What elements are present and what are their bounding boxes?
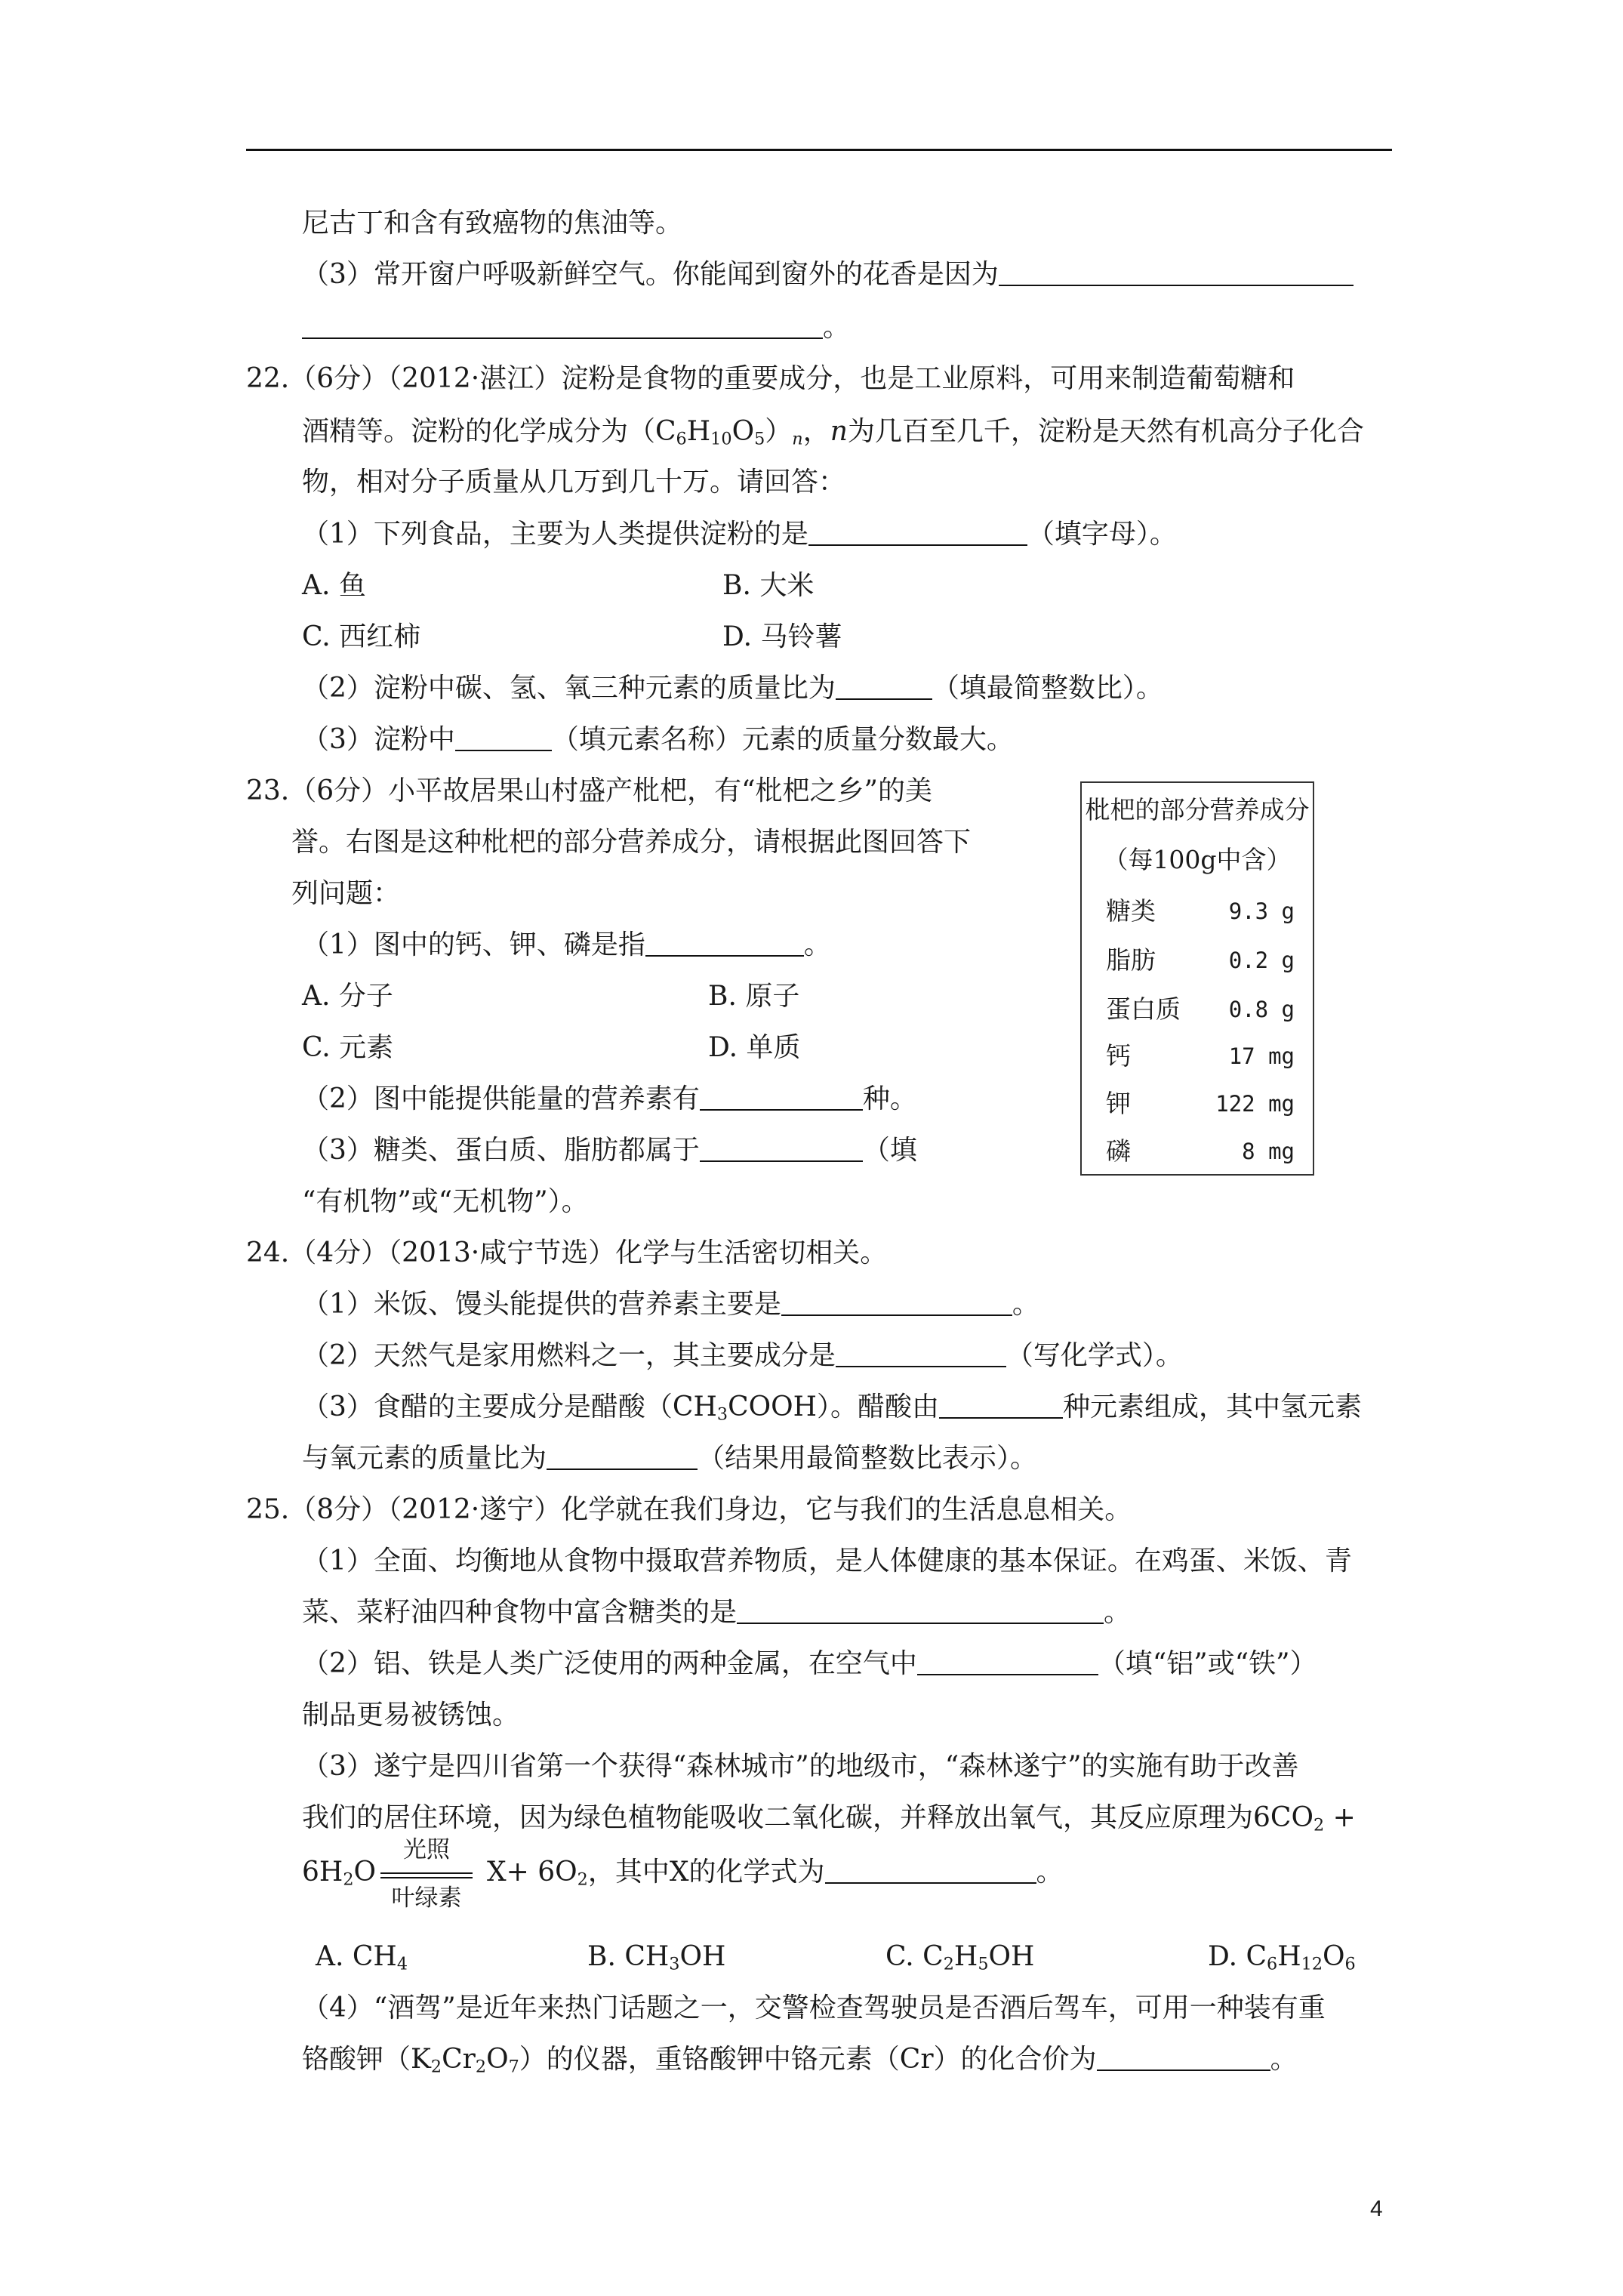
q25-head: 25.（8分）（2012·遂宁）化学就在我们身边，它与我们的生活息息相关。 [246,1494,1132,1525]
q22-optC: C. 西红柿 [302,621,421,652]
condition-chlorophyll: 叶绿素 [391,1885,462,1912]
q25-optA: A. $CH_4$ [316,1941,408,1974]
answer-blank[interactable] [700,1133,863,1162]
answer-blank[interactable] [455,723,552,751]
q23-optD: D. 单质 [708,1032,801,1063]
q22-optD: D. 马铃薯 [722,621,842,652]
q23-part1: （1）图中的钙、钾、磷是指 。 [302,929,831,960]
q23-optC: C. 元素 [302,1032,394,1063]
q25-part2: （2）铝、铁是人类广泛使用的两种金属，在空气中 （填“铝”或“铁”） [302,1648,1317,1679]
q21-part3: （3）常开窗户呼吸新鲜空气。你能闻到窗外的花香是因为 [302,257,1354,293]
q22-line2: 酒精等。淀粉的化学成分为$(C_6H_{10}O_5)_n$，n为几百至几千，淀粉是天然有机高分子化合 [302,416,1364,449]
nutrition-subtitle: （每100g中含） [1103,845,1292,874]
q24-part3-cont: 与氧元素的质量比为 （结果用最简整数比表示）。 [302,1443,1038,1474]
q25-part4-cont: 铬酸钾$(K_2Cr_2O_7)$的仪器，重铬酸钾中铬元素（Cr）的化合价为 。 [302,2044,1298,2077]
answer-blank[interactable] [917,1647,1098,1675]
q23-line3: 列问题： [291,878,401,909]
answer-blank[interactable] [781,1287,1012,1316]
answer-blank[interactable] [645,928,804,957]
q23-part2: （2）图中能提供能量的营养素有 种。 [302,1083,917,1114]
q23-part3-cont: “有机物”或“无机物”）。 [302,1186,589,1217]
equals-line [380,1877,473,1878]
q22-part1: （1）下列食品，主要为人类提供淀粉的是 （填字母）。 [302,519,1177,550]
q25-part4: （4）“酒驾”是近年来热门话题之一，交警检查驾驶员是否酒后驾车，可用一种装有重 [302,1992,1326,2023]
q24-part1: （1）米饭、馒头能提供的营养素主要是 。 [302,1289,1039,1320]
reaction-equation-right: $X+ 6O_2$，其中X的化学式为 。 [487,1857,1064,1890]
q25-part3: （3）遂宁是四川省第一个获得“森林城市”的地级市，“森林遂宁”的实施有助于改善 [302,1751,1299,1782]
q22-part3: （3）淀粉中 （填元素名称）元素的质量分数最大。 [302,724,1014,755]
nutrition-row: 蛋白质 0.8 g [1106,994,1295,1024]
q25-part1: （1）全面、均衡地从食物中摄取营养物质，是人体健康的基本保证。在鸡蛋、米饭、青 [302,1546,1352,1576]
answer-blank[interactable] [737,1595,1104,1624]
answer-blank[interactable] [700,1082,863,1111]
answer-blank[interactable] [999,257,1354,286]
answer-blank[interactable] [939,1390,1063,1419]
answer-blank[interactable] [836,1339,1006,1367]
q23-line2: 誉。右图是这种枇杷的部分营养成分，请根据此图回答下 [291,827,972,858]
q24-part3: （3）食醋的主要成分是醋酸$(CH_3COOH)$。醋酸由 种元素组成，其中氢元素 [302,1391,1363,1425]
equals-line [380,1872,473,1874]
page-number: 4 [1370,2196,1383,2221]
q22-part2: （2）淀粉中碳、氢、氧三种元素的质量比为 （填最简整数比）。 [302,673,1163,704]
q22-optB: B. 大米 [722,570,815,601]
q23-optB: B. 原子 [708,981,800,1012]
q22-optA: A. 鱼 [302,570,366,601]
q25-part1-cont: 菜、菜籽油四种食物中富含糖类的是 。 [302,1597,1132,1628]
q25-optD: D. $C_6H_{12}O_6$ [1208,1941,1356,1974]
nutrition-title: 枇杷的部分营养成分 [1085,795,1310,824]
reaction-condition [377,1835,476,1918]
reaction-equation-left: $6H_2O$ [302,1857,377,1890]
q24-part2: （2）天然气是家用燃料之一，其主要成分是 （写化学式）。 [302,1340,1183,1371]
q22-line3: 物，相对分子质量从几万到几十万。请回答： [302,467,846,498]
q21-line1: 尼古丁和含有致癌物的焦油等。 [302,208,683,239]
answer-blank[interactable] [808,517,1027,546]
q25-part3-cont: 我们的居住环境，因为绿色植物能吸收二氧化碳，并释放出氧气，其反应原理为$6CO_2$ + [302,1802,1356,1835]
nutrition-row: 钙 17 mg [1106,1041,1295,1071]
nutrition-row: 钾 122 mg [1106,1089,1295,1118]
answer-blank[interactable] [1097,2042,1270,2071]
nutrition-table [1080,781,1314,1176]
answer-blank[interactable] [836,671,932,700]
q25-optC: C. $C_2H_5OH$ [885,1941,1035,1974]
q23-part3: （3）糖类、蛋白质、脂肪都属于 （填 [302,1135,917,1166]
q23-head: 23.（6分）小平故居果山村盛产枇杷，有“枇杷之乡”的美 [246,775,932,806]
q25-part2-cont: 制品更易被锈蚀。 [302,1700,520,1730]
q22-head: 22.（6分）（2012·湛江）淀粉是食物的重要成分，也是工业原料，可用来制造葡萄糖和 [246,363,1295,394]
condition-light: 光照 [403,1836,450,1863]
q25-optB: B. $CH_3OH$ [587,1941,726,1974]
answer-blank[interactable] [825,1855,1036,1884]
q24-head: 24.（4分）（2013·咸宁节选）化学与生活密切相关。 [246,1237,888,1268]
nutrition-row: 糖类 9.3 g [1106,896,1295,926]
q23-optA: A. 分子 [302,981,393,1012]
header-rule [246,149,1392,151]
answer-blank[interactable] [302,310,823,339]
q21-part3-cont: 。 [302,310,850,346]
nutrition-row: 脂肪 0.2 g [1106,945,1295,975]
nutrition-row: 磷 8 mg [1106,1136,1295,1166]
answer-blank[interactable] [547,1441,698,1470]
